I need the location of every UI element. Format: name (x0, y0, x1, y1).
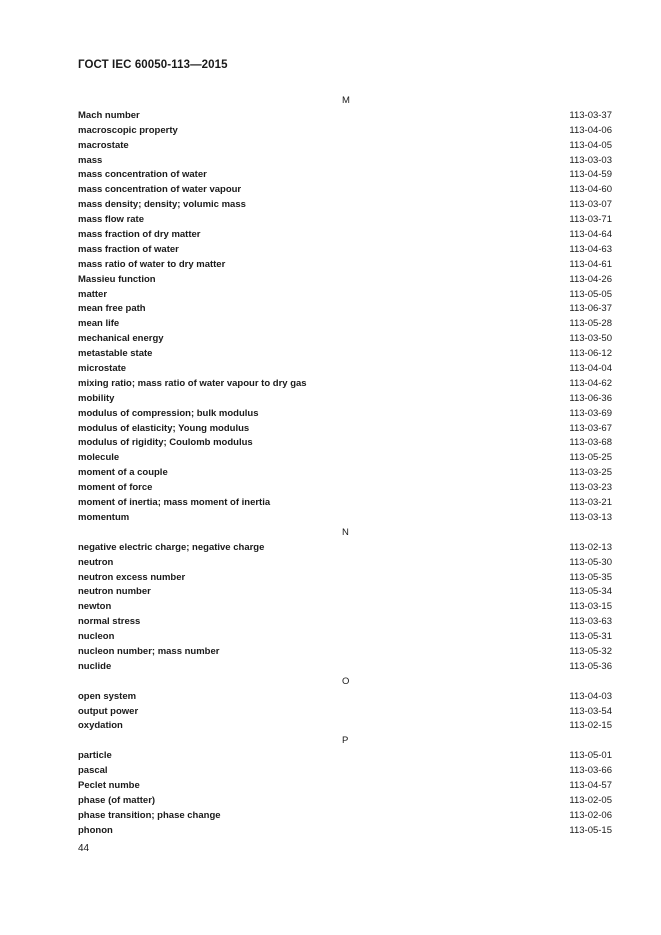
index-entry (78, 764, 612, 779)
index-entry (78, 719, 612, 734)
index-entry (78, 481, 612, 496)
index-entry (78, 302, 612, 317)
entry-term: nucleon (78, 631, 115, 643)
entry-term: negative electric charge; negative charge (78, 541, 265, 553)
entry-code: 113-04-04 (569, 363, 612, 375)
entry-term: phonon (78, 824, 113, 836)
entry-code: 113-03-25 (569, 467, 612, 479)
entry-term: phase transition; phase change (78, 809, 221, 821)
section-letter: M (342, 95, 350, 106)
index-entry (78, 154, 612, 169)
entry-code: 113-03-37 (569, 109, 612, 121)
index-entry (78, 705, 612, 720)
entry-code: 113-03-21 (569, 497, 612, 509)
index-entry (78, 109, 612, 124)
entry-code: 113-05-25 (569, 452, 612, 464)
index-entry (78, 377, 612, 392)
entry-code: 113-03-15 (569, 601, 612, 613)
entry-code: 113-06-12 (569, 348, 612, 360)
term-index (78, 94, 612, 839)
entry-term: microstate (78, 363, 127, 375)
index-entry (78, 347, 612, 362)
entry-term: macrostate (78, 139, 129, 151)
entry-code: 113-05-36 (569, 660, 612, 672)
entry-term: nucleon number; mass number (78, 645, 220, 657)
entry-term: mass fraction of water (78, 243, 179, 255)
entry-code: 113-04-63 (569, 243, 612, 255)
index-entry (78, 451, 612, 466)
index-entry (78, 436, 612, 451)
entry-term: modulus of compression; bulk modulus (78, 407, 259, 419)
index-entry (78, 273, 612, 288)
index-entry (78, 198, 612, 213)
entry-term: phase (of matter) (78, 794, 156, 806)
entry-term: Peclet numbe (78, 779, 140, 791)
entry-code: 113-04-06 (569, 124, 612, 136)
index-entry (78, 392, 612, 407)
index-entry (78, 749, 612, 764)
entry-code: 113-03-71 (569, 214, 612, 226)
entry-term: mass ratio of water to dry matter (78, 258, 226, 270)
index-entry (78, 258, 612, 273)
index-entry (78, 824, 612, 839)
entry-term: moment of inertia; mass moment of inertia (78, 497, 271, 509)
index-entry (78, 794, 612, 809)
entry-code: 113-03-54 (569, 705, 612, 717)
entry-code: 113-05-32 (569, 645, 612, 657)
index-entry (78, 422, 612, 437)
entry-term: particle (78, 750, 112, 762)
index-entry (78, 496, 612, 511)
entry-code: 113-03-68 (569, 437, 612, 449)
entry-term: nuclide (78, 660, 112, 672)
entry-code: 113-03-66 (569, 765, 612, 777)
index-entry (78, 809, 612, 824)
entry-code: 113-05-31 (569, 631, 612, 643)
entry-term: moment of a couple (78, 467, 168, 479)
index-entry (78, 571, 612, 586)
index-entry (78, 288, 612, 303)
entry-term: mass (78, 154, 103, 166)
entry-code: 113-04-64 (569, 229, 612, 241)
entry-code: 113-04-57 (569, 779, 612, 791)
index-entry (78, 407, 612, 422)
entry-code: 113-05-15 (569, 824, 612, 836)
entry-term: mechanical energy (78, 333, 164, 345)
index-entry (78, 511, 612, 526)
entry-code: 113-03-50 (569, 333, 612, 345)
entry-code: 113-03-67 (569, 422, 612, 434)
document-header: ГОСТ IEC 60050-113—2015 (78, 59, 228, 71)
entry-code: 113-02-13 (569, 541, 612, 553)
index-entry (78, 168, 612, 183)
entry-code: 113-02-05 (569, 794, 612, 806)
index-entry (78, 332, 612, 347)
entry-code: 113-03-69 (569, 407, 612, 419)
entry-code: 113-03-07 (569, 199, 612, 211)
entry-term: momentum (78, 511, 130, 523)
section-letter: O (342, 675, 350, 687)
entry-term: newton (78, 601, 112, 613)
entry-term: neutron excess number (78, 571, 186, 583)
entry-code: 113-05-05 (569, 288, 612, 300)
entry-term: mean life (78, 318, 120, 330)
entry-term: oxydation (78, 720, 123, 732)
entry-code: 113-04-59 (569, 169, 612, 181)
entry-code: 113-05-30 (569, 556, 612, 568)
entry-term: metastable state (78, 348, 153, 360)
entry-code: 113-02-06 (569, 809, 612, 821)
entry-code: 113-04-05 (569, 139, 612, 151)
entry-code: 113-04-03 (569, 690, 612, 702)
entry-term: modulus of rigidity; Coulomb modulus (78, 437, 253, 449)
index-entry (78, 615, 612, 630)
entry-code: 113-02-15 (569, 720, 612, 732)
section-letter: N (342, 526, 349, 538)
index-entry (78, 124, 612, 139)
index-entry (78, 317, 612, 332)
index-entry (78, 243, 612, 258)
entry-code: 113-06-37 (569, 303, 612, 315)
entry-term: mobility (78, 392, 115, 404)
entry-term: neutron (78, 556, 114, 568)
entry-term: mass fraction of dry matter (78, 229, 201, 241)
entry-term: mixing ratio; mass ratio of water vapour to dry gas (78, 377, 307, 389)
entry-code: 113-05-01 (569, 750, 612, 762)
entry-code: 113-04-61 (569, 258, 612, 270)
entry-code: 113-05-34 (569, 586, 612, 598)
entry-term: modulus of elasticity; Young modulus (78, 422, 250, 434)
index-entry (78, 541, 612, 556)
section-letter: P (342, 735, 349, 747)
entry-code: 113-03-13 (569, 511, 612, 523)
entry-code: 113-04-62 (569, 377, 612, 389)
entry-code: 113-04-26 (569, 273, 612, 285)
index-entry (78, 228, 612, 243)
index-entry (78, 660, 612, 675)
entry-term: molecule (78, 452, 120, 464)
index-entry (78, 630, 612, 645)
entry-code: 113-06-36 (569, 392, 612, 404)
entry-term: neutron number (78, 586, 151, 598)
entry-term: pascal (78, 765, 108, 777)
index-entry (78, 779, 612, 794)
index-entry (78, 213, 612, 228)
entry-term: normal stress (78, 616, 141, 628)
index-entry (78, 690, 612, 705)
entry-code: 113-04-60 (569, 184, 612, 196)
entry-term: output power (78, 705, 139, 717)
entry-term: moment of force (78, 482, 153, 494)
entry-code: 113-05-35 (569, 571, 612, 583)
index-entry (78, 466, 612, 481)
entry-code: 113-03-03 (569, 154, 612, 166)
index-entry (78, 585, 612, 600)
entry-term: mass flow rate (78, 214, 144, 226)
page-number: 44 (78, 843, 90, 854)
entry-term: Mach number (78, 109, 140, 121)
index-entry (78, 600, 612, 615)
index-entry (78, 139, 612, 154)
entry-term: open system (78, 690, 137, 702)
entry-code: 113-03-63 (569, 616, 612, 628)
index-entry (78, 362, 612, 377)
entry-term: Massieu function (78, 273, 156, 285)
entry-term: mass density; density; volumic mass (78, 199, 246, 211)
index-entry (78, 183, 612, 198)
entry-code: 113-03-23 (569, 482, 612, 494)
entry-term: mass concentration of water vapour (78, 184, 242, 196)
entry-code: 113-05-28 (569, 318, 612, 330)
entry-term: mass concentration of water (78, 169, 207, 181)
index-entry (78, 556, 612, 571)
entry-term: macroscopic property (78, 124, 178, 136)
entry-term: matter (78, 288, 108, 300)
index-entry (78, 645, 612, 660)
entry-term: mean free path (78, 303, 146, 315)
